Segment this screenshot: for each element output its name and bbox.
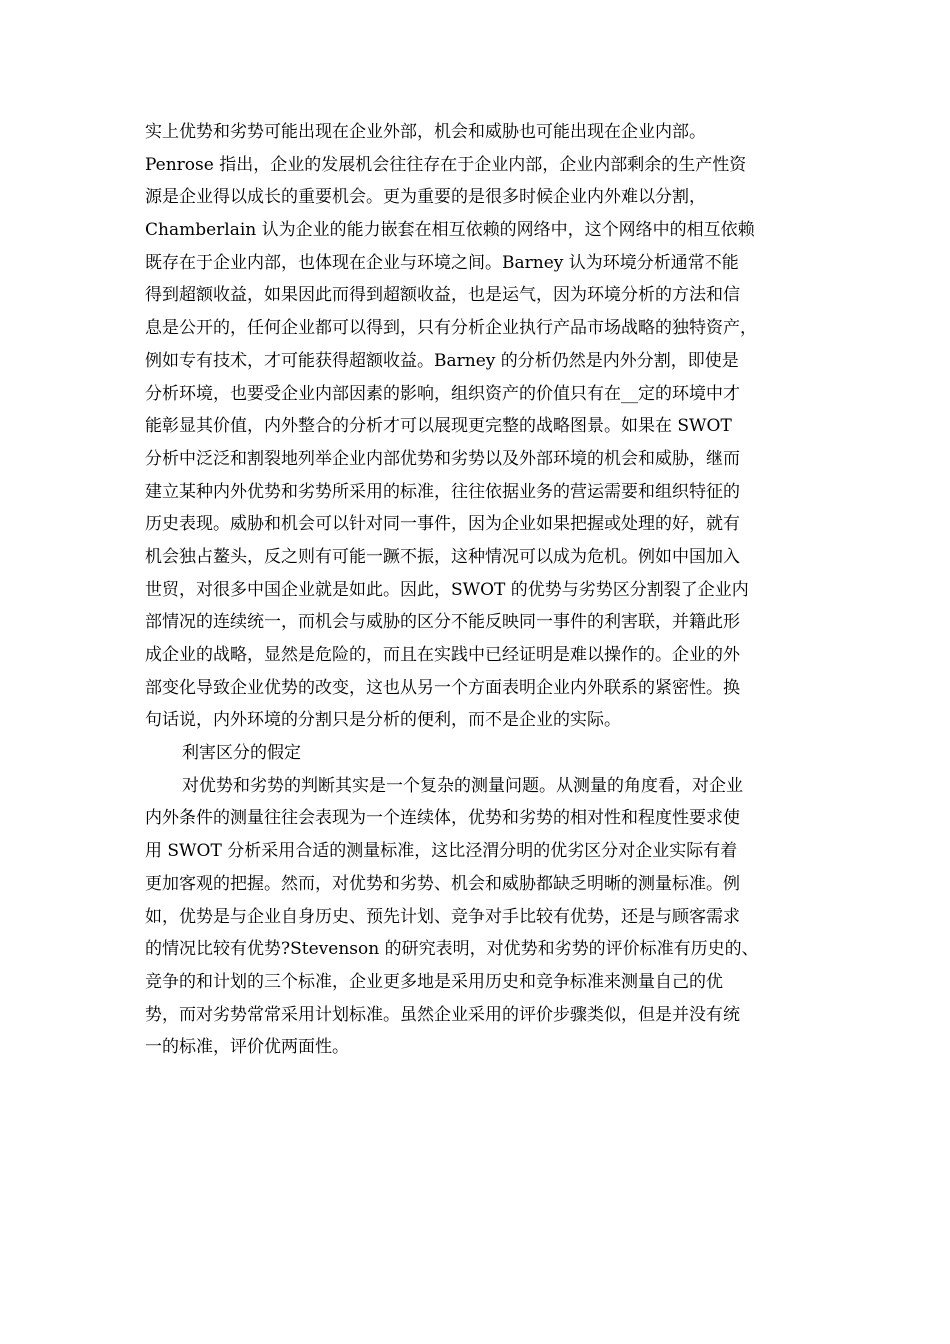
- text-line: 对优势和劣势的判断其实是一个复杂的测量问题。从测量的角度看，对企业: [182, 775, 743, 796]
- text-line: Chamberlain 认为企业的能力嵌套在相互依赖的网络中，这个网络中的相互依赖: [145, 220, 755, 241]
- text-line: 用 SWOT 分析采用合适的测量标准，这比泾渭分明的优劣区分对企业实际有着: [145, 841, 738, 862]
- text-line: 部变化导致企业优势的改变，这也从另一个方面表明企业内外联系的紧密性。换: [145, 677, 740, 698]
- text-line: 得到超额收益，如果因此而得到超额收益，也是运气，因为环境分析的方法和信: [145, 285, 740, 306]
- text-line: 历史表现。威胁和机会可以针对同一事件，因为企业如果把握或处理的好，就有: [145, 514, 740, 535]
- text-line: 句话说，内外环境的分割只是分析的便利，而不是企业的实际。: [145, 710, 621, 731]
- text-line: 建立某种内外优势和劣势所采用的标准，往往依据业务的营运需要和组织特征的: [145, 481, 740, 502]
- body-text: [145, 116, 845, 1064]
- text-line: 机会独占鳌头，反之则有可能一蹶不振，这种情况可以成为危机。例如中国加入: [145, 546, 740, 567]
- text-line: 一的标准，评价优两面性。: [145, 1037, 349, 1058]
- text-line: 实上优势和劣势可能出现在企业外部，机会和威胁也可能出现在企业内部。: [145, 122, 706, 142]
- text-line: 息是公开的，任何企业都可以得到，只有分析企业执行产品市场战略的独特资产，: [145, 318, 757, 339]
- section-heading: 利害区分的假定: [182, 743, 301, 764]
- text-line: 既存在于企业内部，也体现在企业与环境之间。Barney 认为环境分析通常不能: [145, 252, 739, 273]
- text-line: 内外条件的测量往往会表现为一个连续体，优势和劣势的相对性和程度性要求使: [145, 808, 740, 829]
- text-line: 更加客观的把握。然而，对优势和劣势、机会和威胁都缺乏明晰的测量标准。例: [145, 873, 740, 894]
- text-line: 竞争的和计划的三个标准，企业更多地是采用历史和竞争标准来测量自己的优: [145, 971, 723, 992]
- text-line: 能彰显其价值，内外整合的分析才可以展现更完整的战略图景。如果在 SWOT: [145, 416, 732, 437]
- text-line: 如，优势是与企业自身历史、预先计划、竞争对手比较有优势，还是与顾客需求: [145, 906, 740, 927]
- text-line: 势，而对劣势常常采用计划标准。虽然企业采用的评价步骤类似，但是并没有统: [145, 1004, 740, 1025]
- text-line: 分析中泛泛和割裂地列举企业内部优势和劣势以及外部环境的机会和威胁，继而: [145, 448, 740, 469]
- text-line: 的情况比较有优势?Stevenson 的研究表明，对优势和劣势的评价标准有历史的、: [145, 939, 759, 960]
- text-line: 世贸，对很多中国企业就是如此。因此，SWOT 的优势与劣势区分割裂了企业内: [145, 579, 749, 600]
- text-line: 部情况的连续统一，而机会与威胁的区分不能反映同一事件的利害联，并籍此形: [145, 612, 740, 633]
- text-line: Penrose 指出，企业的发展机会往往存在于企业内部，企业内部剩余的生产性资: [145, 154, 747, 175]
- text-line: 源是企业得以成长的重要机会。更为重要的是很多时候企业内外难以分割，: [145, 187, 706, 208]
- text-line: 分析环境，也要受企业内部因素的影响，组织资产的价值只有在__定的环境中才: [145, 383, 740, 404]
- text-line: 成企业的战略，显然是危险的，而且在实践中已经证明是难以操作的。企业的外: [145, 645, 740, 665]
- text-line: 例如专有技术，才可能获得超额收益。Barney 的分析仍然是内外分割，即使是: [145, 350, 739, 371]
